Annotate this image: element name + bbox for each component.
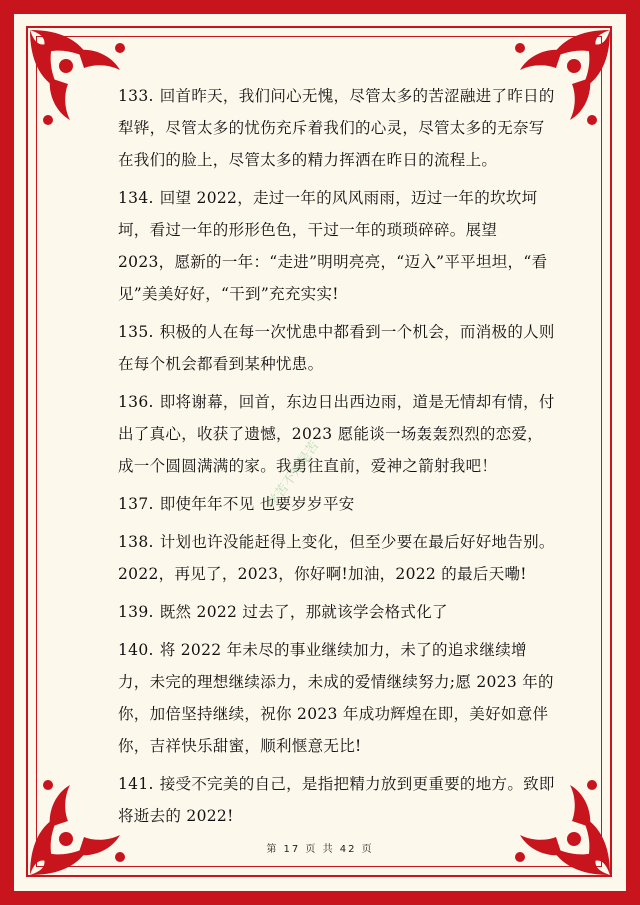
- item-number: 135.: [118, 323, 154, 341]
- paragraph-139: [118, 596, 558, 628]
- item-number: 140.: [118, 641, 154, 659]
- item-text: 回望 2022，走过一年的风风雨雨，迈过一年的坎坎坷坷，看过一年的形形色色，干过一年的琐琐碎碎。展望 2023，愿新的一年：“走进”明明亮亮，“迈入”平平坦坦，“看见”美美好好，“干到”充充实实!: [118, 189, 548, 303]
- item-number: 133.: [118, 87, 154, 105]
- item-text: 计划也许没能赶得上变化，但至少要在最后好好地告别。2022，再见了，2023，你好啊!加油，2022 的最后天嘞!: [118, 533, 555, 583]
- item-number: 139.: [118, 603, 154, 621]
- item-text: 积极的人在每一次忧患中都看到一个机会，而消极的人则在每个机会都看到某种忧患。: [118, 323, 555, 373]
- item-text: 回首昨天，我们问心无愧，尽管太多的苦涩融进了昨日的犁铧，尽管太多的忧伤充斥着我们的心灵，尽管太多的无奈写在我们的脸上，尽管太多的精力挥洒在昨日的流程上。: [118, 87, 555, 169]
- item-number: 134.: [118, 189, 154, 207]
- item-number: 138.: [118, 533, 154, 551]
- paragraph-138: [118, 526, 558, 590]
- paragraph-135: [118, 316, 558, 380]
- page-footer: 第 17 页 共 42 页: [266, 844, 374, 855]
- item-number: 141.: [118, 775, 154, 793]
- document-body: [118, 80, 558, 838]
- paragraph-137: [118, 488, 558, 520]
- paragraph-134: [118, 182, 558, 310]
- item-number: 136.: [118, 393, 154, 411]
- item-text: 即使年年不见 也要岁岁平安: [159, 495, 355, 513]
- item-text: 接受不完美的自己，是指把精力放到更重要的地方。致即将逝去的 2022!: [118, 775, 555, 825]
- item-text: 将 2022 年未尽的事业继续加力，未了的追求继续增力，未完的理想继续添力，未成的爱情继续努力;愿 2023 年的你，加倍坚持继续，祝你 2023 年成功辉煌在即，美好如意伴你，吉祥快乐甜蜜，顺利惬意无比!: [118, 641, 554, 755]
- paragraph-133: [118, 80, 558, 176]
- paragraph-141: [118, 768, 558, 832]
- watermark: 学苦不知是苦: [265, 438, 323, 511]
- item-text: 既然 2022 过去了，那就该学会格式化了: [159, 603, 448, 621]
- item-text: 即将谢幕，回首，东边日出西边雨，道是无情却有情，付出了真心，收获了遗憾，2023 愿能谈一场轰轰烈烈的恋爱，成一个圆圆满满的家。我勇往直前，爱神之箭射我吧！: [118, 393, 555, 475]
- item-number: 137.: [118, 495, 154, 513]
- paragraph-140: [118, 634, 558, 762]
